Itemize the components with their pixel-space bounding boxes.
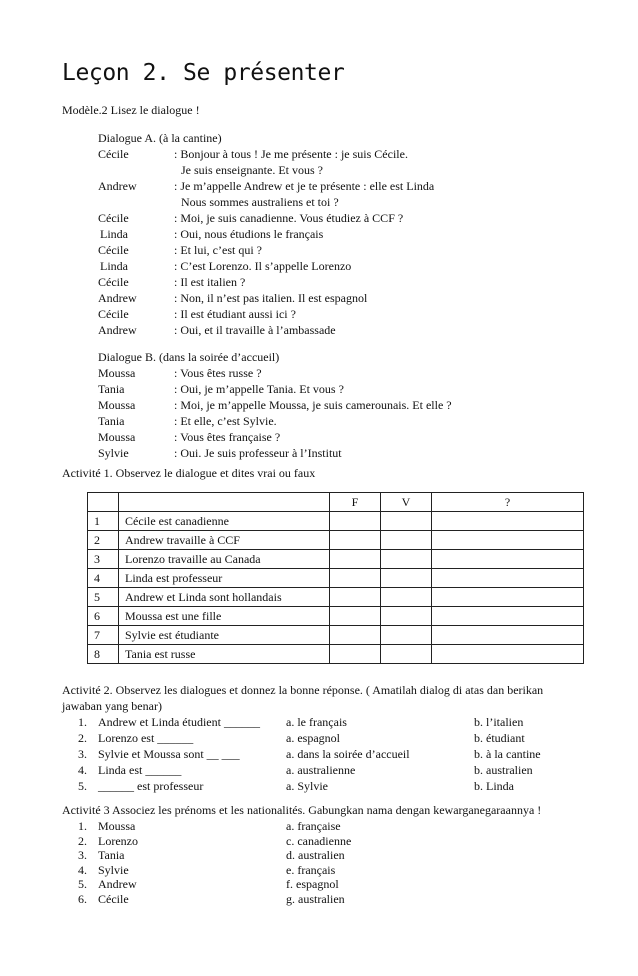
table-header-row xyxy=(88,493,584,512)
row-statement: Lorenzo travaille au Canada xyxy=(119,550,330,569)
item-number: 2. xyxy=(78,731,87,745)
nationality-item: d. australien xyxy=(286,848,345,862)
row-statement: Cécile est canadienne xyxy=(119,512,330,531)
choice-a: a. espagnol xyxy=(286,731,340,745)
name-item: Cécile xyxy=(98,891,129,906)
answer-cell-v xyxy=(381,531,432,550)
model-instruction: Modèle.2 Lisez le dialogue ! xyxy=(62,103,200,117)
dialogue-speaker: Moussa xyxy=(98,430,136,444)
row-statement: Linda est professeur xyxy=(119,569,330,588)
dialogue-speaker: Andrew xyxy=(98,179,137,193)
choice-a: a. dans la soirée d’accueil xyxy=(286,747,410,761)
answer-cell-f xyxy=(330,588,381,607)
dialogue-line: : Il est étudiant aussi ici ? xyxy=(174,307,296,321)
row-statement: Andrew travaille à CCF xyxy=(119,531,330,550)
item-number: 5. xyxy=(78,877,87,891)
name-item: Moussa xyxy=(98,819,136,833)
row-number: 5 xyxy=(88,588,119,607)
row-number: 3 xyxy=(88,550,119,569)
dialogue-speaker: Linda xyxy=(100,227,128,241)
item-number: 1. xyxy=(78,819,87,833)
table-row xyxy=(88,588,584,607)
answer-cell-unknown xyxy=(432,645,584,664)
row-statement: Moussa est une fille xyxy=(119,607,330,626)
row-statement: Tania est russe xyxy=(119,645,330,664)
item-number: 1. xyxy=(78,715,87,729)
true-false-table xyxy=(87,492,584,664)
dialogue-speaker: Tania xyxy=(98,414,125,428)
dialogue-speaker: Cécile xyxy=(98,243,129,257)
dialogue-line: : C’est Lorenzo. Il s’appelle Lorenzo xyxy=(174,259,352,273)
item-number: 3. xyxy=(78,848,87,862)
choice-a: a. Sylvie xyxy=(286,779,328,793)
dialogue-speaker: Cécile xyxy=(98,307,129,321)
answer-cell-unknown xyxy=(432,626,584,645)
item-question: Andrew et Linda étudient ______ xyxy=(98,715,260,729)
row-number: 1 xyxy=(88,512,119,531)
nationality-item: g. australien xyxy=(286,891,345,906)
dialogue-line: : Et lui, c’est qui ? xyxy=(174,243,262,257)
answer-cell-f xyxy=(330,550,381,569)
answer-cell-v xyxy=(381,512,432,531)
dialogue-speaker: Sylvie xyxy=(98,446,129,460)
item-number: 4. xyxy=(78,763,87,777)
table-row xyxy=(88,531,584,550)
answer-cell-unknown xyxy=(432,531,584,550)
answer-cell-v xyxy=(381,645,432,664)
nationality-item: f. espagnol xyxy=(286,877,339,891)
dialogue-line: Nous sommes australiens et toi ? xyxy=(181,195,339,209)
answer-cell-unknown xyxy=(432,550,584,569)
dialogue-line: : Je m’appelle Andrew et je te présente : elle est Linda xyxy=(174,179,435,193)
name-item: Sylvie xyxy=(98,862,129,877)
dialogue-line: : Vous êtes russe ? xyxy=(174,366,262,380)
row-number: 2 xyxy=(88,531,119,550)
dialogue-line: : Il est italien ? xyxy=(174,275,246,289)
dialogue-line: : Oui. Je suis professeur à l’Institut xyxy=(174,446,342,460)
answer-cell-v xyxy=(381,569,432,588)
row-number: 8 xyxy=(88,645,119,664)
table-row xyxy=(88,626,584,645)
row-number: 4 xyxy=(88,569,119,588)
answer-cell-f xyxy=(330,626,381,645)
table-header-statement xyxy=(119,493,330,512)
dialogue-speaker: Moussa xyxy=(98,398,136,412)
choice-b: b. Linda xyxy=(474,779,514,793)
dialogue-line: : Vous êtes française ? xyxy=(174,430,281,444)
item-number: 5. xyxy=(78,779,87,793)
item-question: Linda est ______ xyxy=(98,763,182,777)
dialogue-speaker: Cécile xyxy=(98,211,129,225)
column-header-v: V xyxy=(381,493,432,512)
answer-cell-f xyxy=(330,512,381,531)
answer-cell-f xyxy=(330,569,381,588)
table-row xyxy=(88,550,584,569)
activity-3-heading: Activité 3 Associez les prénoms et les nationalités. Gabungkan nama dengan kewarganegaraannya ! xyxy=(62,803,542,817)
item-number: 3. xyxy=(78,747,87,761)
dialogue-line: : Oui, je m’appelle Tania. Et vous ? xyxy=(174,382,344,396)
item-question: ______ est professeur xyxy=(98,779,204,793)
choice-b: b. l’italien xyxy=(474,715,524,729)
row-statement: Andrew et Linda sont hollandais xyxy=(119,588,330,607)
choice-b: b. étudiant xyxy=(474,731,525,745)
dialogue-speaker: Cécile xyxy=(98,147,129,161)
answer-cell-v xyxy=(381,626,432,645)
dialogue-b-header: Dialogue B. (dans la soirée d’accueil) xyxy=(98,350,280,364)
dialogue-line: : Oui, nous étudions le français xyxy=(174,227,324,241)
table-row xyxy=(88,512,584,531)
item-question: Sylvie et Moussa sont __ ___ xyxy=(98,747,240,761)
table-header-num xyxy=(88,493,119,512)
name-item: Andrew xyxy=(98,877,137,891)
answer-cell-f xyxy=(330,607,381,626)
nationality-item: c. canadienne xyxy=(286,833,352,848)
column-header-unknown: ? xyxy=(432,493,584,512)
dialogue-line: Je suis enseignante. Et vous ? xyxy=(181,163,323,177)
item-question: Lorenzo est ______ xyxy=(98,731,194,745)
choice-a: a. le français xyxy=(286,715,347,729)
dialogue-a-header: Dialogue A. (à la cantine) xyxy=(98,131,222,145)
row-number: 6 xyxy=(88,607,119,626)
dialogue-speaker: Linda xyxy=(100,259,128,273)
table-row xyxy=(88,569,584,588)
row-number: 7 xyxy=(88,626,119,645)
answer-cell-unknown xyxy=(432,607,584,626)
dialogue-speaker: Andrew xyxy=(98,323,137,337)
nationality-item: a. française xyxy=(286,819,341,833)
nationality-item: e. français xyxy=(286,862,336,877)
dialogue-line: : Bonjour à tous ! Je me présente : je suis Cécile. xyxy=(174,147,408,161)
dialogue-line: : Moi, je m’appelle Moussa, je suis camerounais. Et elle ? xyxy=(174,398,452,412)
choice-b: b. australien xyxy=(474,763,533,777)
dialogue-speaker: Cécile xyxy=(98,275,129,289)
dialogue-speaker: Moussa xyxy=(98,366,136,380)
row-statement: Sylvie est étudiante xyxy=(119,626,330,645)
choice-a: a. australienne xyxy=(286,763,356,777)
table-row xyxy=(88,645,584,664)
dialogue-line: : Oui, et il travaille à l’ambassade xyxy=(174,323,336,337)
answer-cell-unknown xyxy=(432,512,584,531)
dialogue-line: : Non, il n’est pas italien. Il est espagnol xyxy=(174,291,368,305)
item-number: 2. xyxy=(78,833,87,848)
column-header-f: F xyxy=(330,493,381,512)
name-item: Lorenzo xyxy=(98,833,138,848)
answer-cell-unknown xyxy=(432,569,584,588)
answer-cell-f xyxy=(330,645,381,664)
dialogue-speaker: Tania xyxy=(98,382,125,396)
answer-cell-v xyxy=(381,607,432,626)
activity-2-heading-line2: jawaban yang benar) xyxy=(62,699,162,713)
item-number: 6. xyxy=(78,891,87,906)
choice-b: b. à la cantine xyxy=(474,747,541,761)
page-title: Leçon 2. Se présenter xyxy=(62,60,345,86)
activity-1-heading: Activité 1. Observez le dialogue et dites vrai ou faux xyxy=(62,466,316,480)
answer-cell-v xyxy=(381,588,432,607)
item-number: 4. xyxy=(78,862,87,877)
dialogue-line: : Et elle, c’est Sylvie. xyxy=(174,414,277,428)
activity-2-heading-line1: Activité 2. Observez les dialogues et donnez la bonne réponse. ( Amatilah dialog di atas dan berikan xyxy=(62,683,544,697)
answer-cell-v xyxy=(381,550,432,569)
answer-cell-f xyxy=(330,531,381,550)
table-row xyxy=(88,607,584,626)
answer-cell-unknown xyxy=(432,588,584,607)
dialogue-speaker: Andrew xyxy=(98,291,137,305)
name-item: Tania xyxy=(98,848,125,862)
dialogue-line: : Moi, je suis canadienne. Vous étudiez à CCF ? xyxy=(174,211,404,225)
